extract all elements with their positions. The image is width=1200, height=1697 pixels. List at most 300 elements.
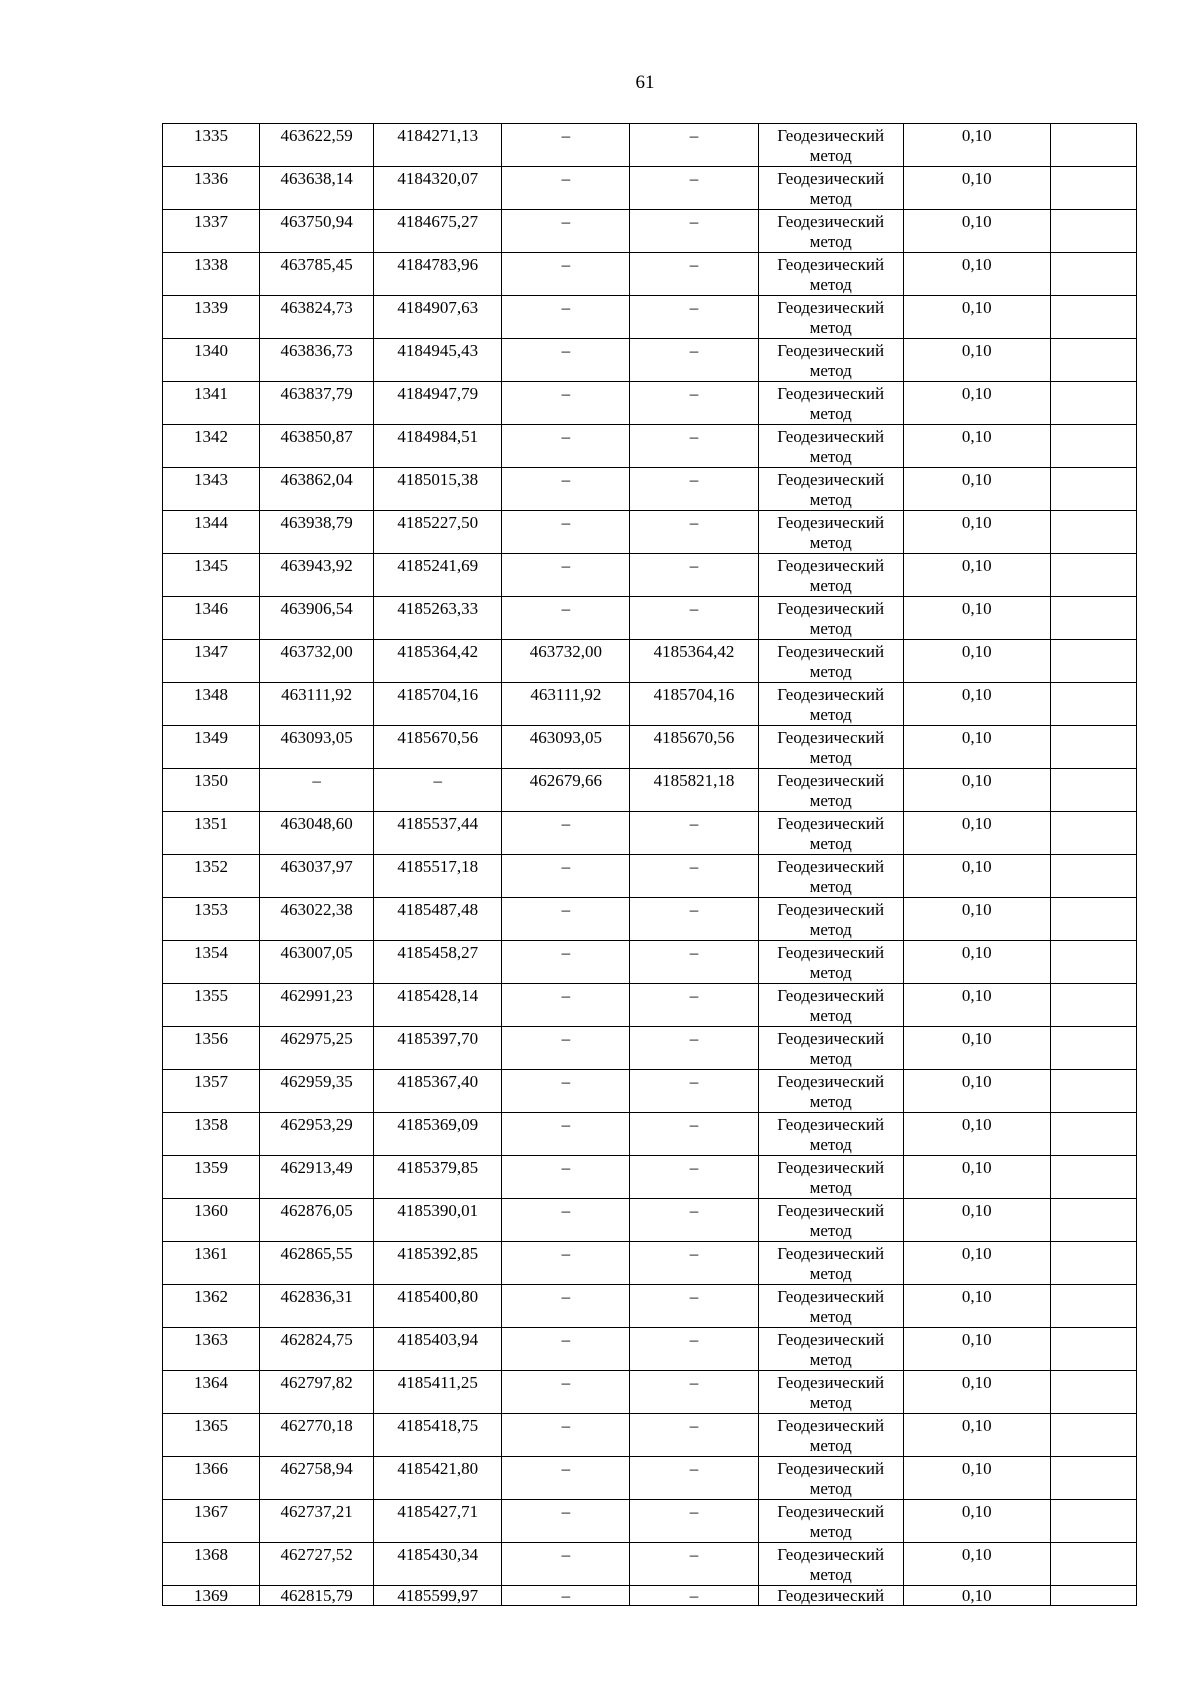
precision-cell: [903, 1457, 1050, 1500]
x-coordinate-cell: [260, 726, 374, 769]
x-coordinate: 463732,00: [280, 642, 353, 661]
precision-cell: [903, 1156, 1050, 1199]
method-cell: [758, 812, 903, 855]
y-coordinate: 4185421,80: [397, 1459, 479, 1478]
x-coordinate: 463093,05: [280, 728, 353, 747]
precision-value: 0,10: [961, 728, 992, 747]
precision-cell: [903, 855, 1050, 898]
table-row: [163, 253, 1137, 296]
method-label: Геодезический метод: [777, 1287, 885, 1326]
x-coordinate-2-cell: [502, 683, 630, 726]
empty-cell: [1050, 1371, 1136, 1414]
method-cell: [758, 1199, 903, 1242]
x-coordinate-cell: [260, 468, 374, 511]
x-coordinate-2-cell: [502, 1113, 630, 1156]
table-row: [163, 1199, 1137, 1242]
precision-cell: [903, 167, 1050, 210]
y-coordinate-2: –: [689, 556, 699, 575]
precision-cell: [903, 1543, 1050, 1586]
x-coordinate-cell: [260, 1457, 374, 1500]
x-coordinate-cell: [260, 1199, 374, 1242]
table-row: [163, 124, 1137, 167]
y-coordinate-2: –: [689, 1330, 699, 1349]
y-coordinate-2-cell: [630, 683, 758, 726]
y-coordinate-2: –: [689, 169, 699, 188]
x-coordinate-2-cell: [502, 984, 630, 1027]
precision-cell: [903, 1586, 1050, 1606]
point-number-cell: [163, 1328, 260, 1371]
empty-cell: [1050, 1328, 1136, 1371]
y-coordinate-2: –: [689, 1287, 699, 1306]
empty-cell: [1050, 468, 1136, 511]
method-cell: [758, 941, 903, 984]
precision-value: 0,10: [961, 1545, 992, 1564]
table-row: [163, 1027, 1137, 1070]
y-coordinate-2-cell: [630, 511, 758, 554]
point-number: 1349: [194, 728, 229, 747]
x-coordinate-2: –: [561, 1373, 571, 1392]
precision-cell: [903, 554, 1050, 597]
y-coordinate-2-cell: [630, 1285, 758, 1328]
method-label: Геодезический метод: [777, 1459, 885, 1498]
y-coordinate-2: –: [689, 212, 699, 231]
method-cell: [758, 511, 903, 554]
point-number: 1363: [194, 1330, 229, 1349]
y-coordinate-cell: [374, 898, 502, 941]
x-coordinate: 463007,05: [280, 943, 353, 962]
x-coordinate-2-cell: [502, 769, 630, 812]
table-row: [163, 769, 1137, 812]
x-coordinate-2-cell: [502, 1285, 630, 1328]
x-coordinate-2-cell: [502, 1371, 630, 1414]
x-coordinate-2: –: [561, 1502, 571, 1521]
point-number-cell: [163, 1371, 260, 1414]
table-row: [163, 1586, 1137, 1606]
y-coordinate-2: –: [689, 470, 699, 489]
point-number: 1342: [194, 427, 229, 446]
x-coordinate-cell: [260, 167, 374, 210]
point-number-cell: [163, 296, 260, 339]
table-row: [163, 1328, 1137, 1371]
x-coordinate-cell: [260, 812, 374, 855]
x-coordinate-2-cell: [502, 1414, 630, 1457]
x-coordinate-2-cell: [502, 1457, 630, 1500]
x-coordinate-2: –: [561, 1287, 571, 1306]
point-number-cell: [163, 1027, 260, 1070]
precision-value: 0,10: [961, 1244, 992, 1263]
precision-cell: [903, 1242, 1050, 1285]
x-coordinate: 463824,73: [280, 298, 353, 317]
y-coordinate: 4185379,85: [397, 1158, 479, 1177]
method-cell: [758, 1414, 903, 1457]
point-number: 1351: [194, 814, 229, 833]
point-number-cell: [163, 597, 260, 640]
x-coordinate: 462876,05: [280, 1201, 353, 1220]
method-cell: [758, 1457, 903, 1500]
precision-cell: [903, 1328, 1050, 1371]
precision-cell: [903, 1500, 1050, 1543]
x-coordinate-cell: [260, 296, 374, 339]
precision-cell: [903, 683, 1050, 726]
precision-value: 0,10: [961, 1586, 992, 1605]
x-coordinate-2-cell: [502, 726, 630, 769]
method-cell: [758, 1027, 903, 1070]
table-row: [163, 726, 1137, 769]
y-coordinate-cell: [374, 941, 502, 984]
precision-cell: [903, 382, 1050, 425]
y-coordinate-2: –: [689, 1586, 699, 1605]
x-coordinate-2: 463111,92: [530, 685, 602, 704]
x-coordinate-2: –: [561, 1158, 571, 1177]
y-coordinate-2: –: [689, 1373, 699, 1392]
x-coordinate: 463750,94: [280, 212, 353, 231]
precision-cell: [903, 1285, 1050, 1328]
y-coordinate-cell: [374, 1027, 502, 1070]
y-coordinate: 4185537,44: [397, 814, 479, 833]
method-label: Геодезический метод: [777, 298, 885, 337]
page-number: 61: [635, 72, 655, 93]
y-coordinate-2-cell: [630, 855, 758, 898]
y-coordinate-2-cell: [630, 1156, 758, 1199]
y-coordinate-2-cell: [630, 167, 758, 210]
y-coordinate-2: –: [689, 384, 699, 403]
y-coordinate-cell: [374, 1156, 502, 1199]
point-number-cell: [163, 1242, 260, 1285]
x-coordinate: 462727,52: [280, 1545, 353, 1564]
y-coordinate: 4185670,56: [397, 728, 479, 747]
x-coordinate-cell: [260, 1070, 374, 1113]
y-coordinate: 4185015,38: [397, 470, 479, 489]
precision-value: 0,10: [961, 1287, 992, 1306]
y-coordinate-cell: [374, 468, 502, 511]
y-coordinate-cell: [374, 210, 502, 253]
precision-value: 0,10: [961, 685, 992, 704]
method-label: Геодезический метод: [777, 771, 885, 810]
method-label: Геодезический метод: [777, 900, 885, 939]
x-coordinate-cell: [260, 1285, 374, 1328]
precision-value: 0,10: [961, 1373, 992, 1392]
table-row: [163, 855, 1137, 898]
y-coordinate: 4185367,40: [397, 1072, 479, 1091]
x-coordinate-cell: [260, 1113, 374, 1156]
precision-cell: [903, 339, 1050, 382]
method-cell: [758, 769, 903, 812]
y-coordinate-2: –: [689, 1158, 699, 1177]
y-coordinate-cell: [374, 984, 502, 1027]
point-number: 1356: [194, 1029, 229, 1048]
method-cell: [758, 1328, 903, 1371]
precision-cell: [903, 726, 1050, 769]
table-row: [163, 1156, 1137, 1199]
point-number-cell: [163, 769, 260, 812]
method-cell: [758, 1156, 903, 1199]
empty-cell: [1050, 769, 1136, 812]
y-coordinate: 4185517,18: [397, 857, 479, 876]
x-coordinate: 462815,79: [280, 1586, 353, 1605]
precision-value: 0,10: [961, 1201, 992, 1220]
y-coordinate-cell: [374, 855, 502, 898]
method-label: Геодезический метод: [777, 642, 885, 681]
x-coordinate-2-cell: [502, 1543, 630, 1586]
y-coordinate: 4185369,09: [397, 1115, 479, 1134]
point-number: 1361: [194, 1244, 229, 1263]
precision-cell: [903, 640, 1050, 683]
y-coordinate-cell: [374, 425, 502, 468]
method-label: Геодезический метод: [777, 1416, 885, 1455]
y-coordinate-cell: [374, 683, 502, 726]
method-label: Геодезический метод: [777, 427, 885, 466]
x-coordinate-2: 462679,66: [529, 771, 603, 790]
empty-cell: [1050, 253, 1136, 296]
table-row: [163, 1543, 1137, 1586]
point-number: 1348: [194, 685, 229, 704]
y-coordinate-2-cell: [630, 1113, 758, 1156]
precision-cell: [903, 597, 1050, 640]
method-label: Геодезический метод: [777, 169, 885, 208]
x-coordinate-2: 463093,05: [529, 728, 603, 747]
x-coordinate: 463048,60: [280, 814, 353, 833]
table-row: [163, 425, 1137, 468]
y-coordinate-cell: [374, 769, 502, 812]
y-coordinate-2-cell: [630, 296, 758, 339]
y-coordinate-2: 4185670,56: [653, 728, 735, 747]
x-coordinate-2: –: [561, 1244, 571, 1263]
x-coordinate-cell: [260, 1027, 374, 1070]
point-number-cell: [163, 253, 260, 296]
x-coordinate: 462913,49: [280, 1158, 353, 1177]
x-coordinate: 462953,29: [280, 1115, 353, 1134]
x-coordinate-2-cell: [502, 1242, 630, 1285]
y-coordinate-2: –: [689, 298, 699, 317]
method-cell: [758, 124, 903, 167]
point-number: 1336: [194, 169, 229, 188]
empty-cell: [1050, 1242, 1136, 1285]
point-number-cell: [163, 1457, 260, 1500]
x-coordinate-2: –: [561, 1586, 571, 1605]
method-cell: [758, 855, 903, 898]
y-coordinate-cell: [374, 1070, 502, 1113]
y-coordinate-cell: [374, 167, 502, 210]
empty-cell: [1050, 296, 1136, 339]
point-number-cell: [163, 1500, 260, 1543]
x-coordinate-2-cell: [502, 296, 630, 339]
table-row: [163, 1414, 1137, 1457]
table-row: [163, 941, 1137, 984]
precision-value: 0,10: [961, 857, 992, 876]
point-number: 1357: [194, 1072, 229, 1091]
point-number: 1365: [194, 1416, 229, 1435]
point-number-cell: [163, 167, 260, 210]
y-coordinate-cell: [374, 1457, 502, 1500]
x-coordinate: 462797,82: [280, 1373, 353, 1392]
x-coordinate: 463638,14: [280, 169, 353, 188]
x-coordinate-cell: [260, 1371, 374, 1414]
y-coordinate-2-cell: [630, 1371, 758, 1414]
y-coordinate-cell: [374, 124, 502, 167]
empty-cell: [1050, 1543, 1136, 1586]
y-coordinate-2-cell: [630, 812, 758, 855]
x-coordinate-2-cell: [502, 511, 630, 554]
y-coordinate: 4184783,96: [397, 255, 479, 274]
x-coordinate-2-cell: [502, 1156, 630, 1199]
point-number-cell: [163, 726, 260, 769]
point-number: 1364: [194, 1373, 229, 1392]
precision-value: 0,10: [961, 900, 992, 919]
table-row: [163, 1457, 1137, 1500]
table-row: [163, 1242, 1137, 1285]
precision-value: 0,10: [961, 384, 992, 403]
empty-cell: [1050, 1027, 1136, 1070]
point-number: 1359: [194, 1158, 229, 1177]
precision-value: 0,10: [961, 169, 992, 188]
point-number-cell: [163, 1543, 260, 1586]
point-number-cell: [163, 941, 260, 984]
table-row: [163, 1113, 1137, 1156]
precision-value: 0,10: [961, 513, 992, 532]
point-number-cell: [163, 1199, 260, 1242]
x-coordinate: 463836,73: [280, 341, 353, 360]
y-coordinate-cell: [374, 1113, 502, 1156]
point-number: 1344: [194, 513, 229, 532]
y-coordinate: 4184945,43: [397, 341, 479, 360]
x-coordinate-cell: [260, 941, 374, 984]
x-coordinate-2-cell: [502, 1027, 630, 1070]
point-number: 1368: [194, 1545, 229, 1564]
x-coordinate-2-cell: [502, 167, 630, 210]
point-number-cell: [163, 855, 260, 898]
y-coordinate-cell: [374, 640, 502, 683]
y-coordinate: 4185458,27: [397, 943, 479, 962]
y-coordinate: 4185418,75: [397, 1416, 479, 1435]
y-coordinate: 4185427,71: [397, 1502, 479, 1521]
y-coordinate: 4185599,97: [397, 1586, 479, 1605]
x-coordinate: 463037,97: [280, 857, 353, 876]
precision-value: 0,10: [961, 1330, 992, 1349]
x-coordinate-2: –: [561, 986, 571, 1005]
x-coordinate-2-cell: [502, 597, 630, 640]
method-label: Геодезический метод: [777, 470, 885, 509]
x-coordinate-cell: [260, 339, 374, 382]
empty-cell: [1050, 726, 1136, 769]
x-coordinate-2: –: [561, 255, 571, 274]
y-coordinate: 4185487,48: [397, 900, 479, 919]
method-label: Геодезический метод: [777, 1158, 885, 1197]
y-coordinate-2-cell: [630, 726, 758, 769]
y-coordinate-cell: [374, 726, 502, 769]
y-coordinate: 4184675,27: [397, 212, 479, 231]
x-coordinate-2-cell: [502, 941, 630, 984]
y-coordinate-2-cell: [630, 1199, 758, 1242]
x-coordinate-2-cell: [502, 554, 630, 597]
y-coordinate-2: –: [689, 986, 699, 1005]
x-coordinate-2: –: [561, 1459, 571, 1478]
point-number: 1353: [194, 900, 229, 919]
y-coordinate: 4184947,79: [397, 384, 479, 403]
y-coordinate-2: –: [689, 1029, 699, 1048]
empty-cell: [1050, 812, 1136, 855]
precision-cell: [903, 1027, 1050, 1070]
x-coordinate-cell: [260, 1414, 374, 1457]
x-coordinate-2-cell: [502, 640, 630, 683]
point-number: 1335: [194, 126, 229, 145]
y-coordinate-cell: [374, 296, 502, 339]
x-coordinate-2: –: [561, 341, 571, 360]
method-label: Геодезический метод: [777, 341, 885, 380]
x-coordinate-cell: [260, 984, 374, 1027]
precision-cell: [903, 1070, 1050, 1113]
y-coordinate-2-cell: [630, 1457, 758, 1500]
method-cell: [758, 1070, 903, 1113]
empty-cell: [1050, 898, 1136, 941]
point-number-cell: [163, 1156, 260, 1199]
table-row: [163, 382, 1137, 425]
method-label: Геодезический метод: [777, 986, 885, 1025]
y-coordinate: 4184984,51: [397, 427, 479, 446]
method-cell: [758, 984, 903, 1027]
table-row: [163, 210, 1137, 253]
y-coordinate-2-cell: [630, 640, 758, 683]
y-coordinate-2-cell: [630, 1414, 758, 1457]
x-coordinate-cell: [260, 124, 374, 167]
precision-cell: [903, 511, 1050, 554]
y-coordinate-cell: [374, 1371, 502, 1414]
x-coordinate: 463850,87: [280, 427, 353, 446]
point-number-cell: [163, 1285, 260, 1328]
y-coordinate: 4184320,07: [397, 169, 479, 188]
precision-value: 0,10: [961, 1029, 992, 1048]
x-coordinate-2: –: [561, 513, 571, 532]
x-coordinate-2: –: [561, 1115, 571, 1134]
y-coordinate-2: –: [689, 599, 699, 618]
point-number: 1350: [194, 771, 229, 790]
point-number-cell: [163, 554, 260, 597]
y-coordinate-2-cell: [630, 468, 758, 511]
table-row: [163, 554, 1137, 597]
method-label: Геодезический метод: [777, 1072, 885, 1111]
x-coordinate-2-cell: [502, 468, 630, 511]
precision-value: 0,10: [961, 556, 992, 575]
method-label: Геодезический метод: [777, 556, 885, 595]
point-number-cell: [163, 124, 260, 167]
method-label: Геодезический метод: [777, 599, 885, 638]
precision-value: 0,10: [961, 814, 992, 833]
point-number-cell: [163, 511, 260, 554]
x-coordinate: 463906,54: [280, 599, 353, 618]
x-coordinate-cell: [260, 769, 374, 812]
empty-cell: [1050, 511, 1136, 554]
point-number-cell: [163, 812, 260, 855]
x-coordinate-2-cell: [502, 124, 630, 167]
y-coordinate-cell: [374, 1543, 502, 1586]
method-label: Геодезический метод: [777, 857, 885, 896]
x-coordinate-cell: [260, 210, 374, 253]
method-cell: [758, 382, 903, 425]
y-coordinate-2-cell: [630, 769, 758, 812]
y-coordinate-2-cell: [630, 339, 758, 382]
method-cell: [758, 1543, 903, 1586]
empty-cell: [1050, 339, 1136, 382]
empty-cell: [1050, 124, 1136, 167]
x-coordinate-2: –: [561, 1072, 571, 1091]
point-number-cell: [163, 1414, 260, 1457]
precision-value: 0,10: [961, 599, 992, 618]
empty-cell: [1050, 1285, 1136, 1328]
x-coordinate: 463862,04: [280, 470, 353, 489]
y-coordinate: 4185227,50: [397, 513, 479, 532]
y-coordinate-2-cell: [630, 425, 758, 468]
x-coordinate-2-cell: [502, 898, 630, 941]
method-label: Геодезический метод: [777, 814, 885, 853]
